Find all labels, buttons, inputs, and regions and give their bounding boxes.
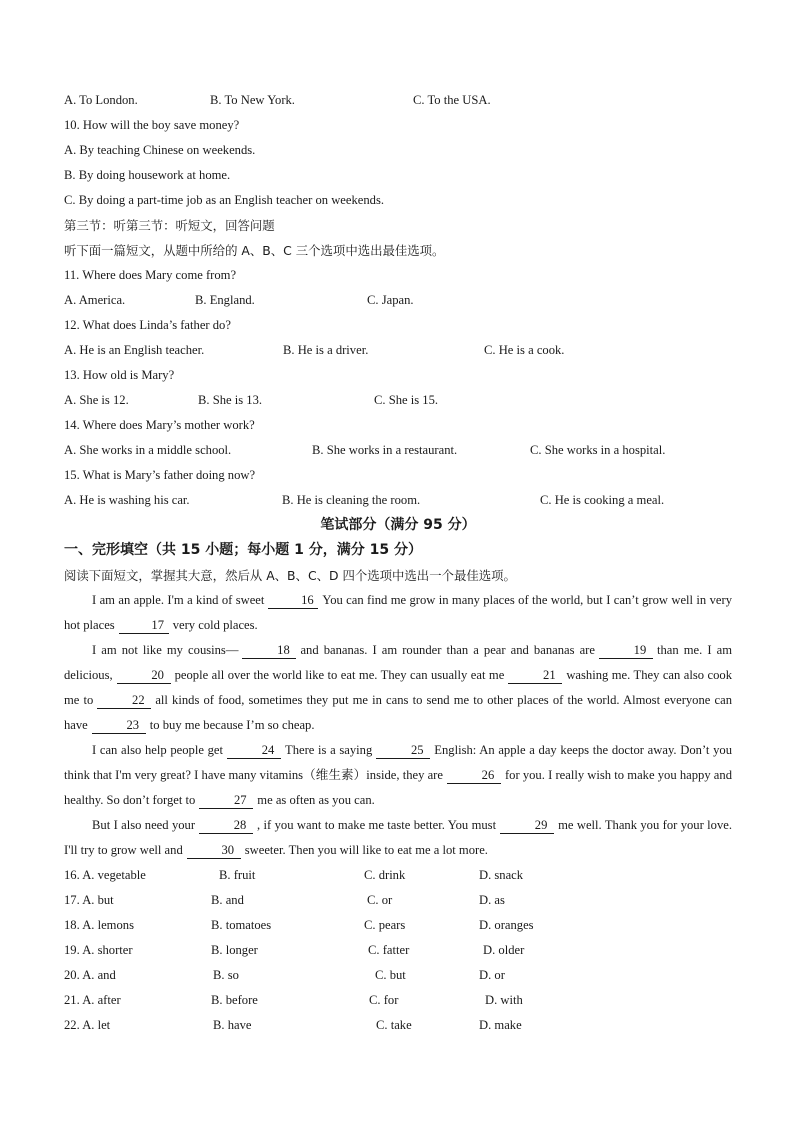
blank-24[interactable]: 24	[227, 742, 281, 759]
q13-options	[64, 388, 732, 413]
choice-b: B. longer	[211, 943, 258, 957]
choice-b: B. fruit	[219, 868, 256, 882]
option-a: A. He is an English teacher.	[64, 343, 205, 357]
choice-d: D. as	[479, 893, 505, 907]
choice-c: C. drink	[364, 868, 406, 882]
choice-a: 19. A. shorter	[64, 943, 133, 957]
choice-c: C. or	[367, 893, 393, 907]
choice-d: D. make	[479, 1018, 522, 1032]
question-14: 14. Where does Mary’s mother work?	[64, 418, 255, 432]
cloze-paragraph-1: I am an apple. I'm a kind of sweet 16 You can find me grow in many places of the world, but I can’t grow well in very hot places 17 very cold places.	[64, 593, 732, 632]
blank-29[interactable]: 29	[500, 817, 554, 834]
option-a: A. America.	[64, 293, 126, 307]
choice-a: 18. A. lemons	[64, 918, 134, 932]
option-c: C. She is 15.	[374, 393, 439, 407]
choice-row-20	[64, 963, 732, 988]
choice-c: C. take	[376, 1018, 412, 1032]
option-c: C. To the USA.	[413, 93, 491, 107]
q9-options	[64, 88, 732, 113]
blank-26[interactable]: 26	[447, 767, 501, 784]
section-3-instruction: 听下面一篇短文，从题中所给的 A、B、C 三个选项中选出最佳选项。	[64, 243, 445, 258]
choice-d: D. snack	[479, 868, 524, 882]
choice-c: C. pears	[364, 918, 406, 932]
option-b: B. She is 13.	[198, 393, 263, 407]
cloze-paragraph-4: But I also need your 28 , if you want to make me taste better. You must 29 me well. Thank you for your love. I'll try to grow well and 30 sweeter. Then you will like to eat me a lot more.	[64, 818, 732, 857]
option-b: B. He is cleaning the room.	[282, 493, 421, 507]
blank-27[interactable]: 27	[199, 792, 253, 809]
choice-d: D. oranges	[479, 918, 534, 932]
option-a: A. She is 12.	[64, 393, 129, 407]
choice-b: B. have	[213, 1018, 252, 1032]
choice-c: C. fatter	[368, 943, 410, 957]
cloze-section-title: 一、完形填空（共 15 小题；每小题 1 分，满分 15 分）	[64, 542, 422, 558]
blank-20[interactable]: 20	[117, 667, 171, 684]
q10-option-a: A. By teaching Chinese on weekends.	[64, 143, 256, 157]
choice-d: D. with	[485, 993, 523, 1007]
choice-b: B. before	[211, 993, 258, 1007]
choice-c: C. for	[369, 993, 399, 1007]
q10-option-b: B. By doing housework at home.	[64, 168, 231, 182]
cloze-paragraph-3: I can also help people get 24 There is a saying 25 English: An apple a day keeps the doctor away. Don’t you think that I'm very great? I have many vitamins（维生素）inside, they are 26 for you. I really wish to make you happy and healthy. So don’t forget to 27 me as often as you can.	[64, 743, 732, 807]
choice-a: 20. A. and	[64, 968, 116, 982]
blank-22[interactable]: 22	[97, 692, 151, 709]
blank-21[interactable]: 21	[508, 667, 562, 684]
question-13: 13. How old is Mary?	[64, 368, 175, 382]
option-c: C. He is cooking a meal.	[540, 493, 665, 507]
choice-a: 22. A. let	[64, 1018, 111, 1032]
question-15: 15. What is Mary’s father doing now?	[64, 468, 256, 482]
choice-row-22	[64, 1013, 732, 1038]
exam-page	[64, 88, 732, 1038]
q15-options	[64, 488, 732, 513]
choice-row-16	[64, 863, 732, 888]
option-a: A. She works in a middle school.	[64, 443, 232, 457]
choice-c: C. but	[375, 968, 406, 982]
option-c: C. Japan.	[367, 293, 414, 307]
cloze-paragraph-2: I am not like my cousins— 18 and bananas. I am rounder than a pear and bananas are 19 than me. I am delicious, 20 people all over the world like to eat me. They can usually eat me 21 washing me. They can also cook me to 22 all kinds of food, sometimes they put me in cans to send me to other places of the world. Almost everyone can have 23 to buy me because I’m so cheap.	[64, 643, 732, 732]
q11-options	[64, 288, 732, 313]
choice-d: D. or	[479, 968, 505, 982]
question-12: 12. What does Linda’s father do?	[64, 318, 231, 332]
option-c: C. She works in a hospital.	[530, 443, 666, 457]
question-11: 11. Where does Mary come from?	[64, 268, 237, 282]
question-10: 10. How will the boy save money?	[64, 118, 240, 132]
option-b: B. England.	[195, 293, 255, 307]
blank-18[interactable]: 18	[242, 642, 296, 659]
choice-d: D. older	[483, 943, 525, 957]
cloze-instruction: 阅读下面短文，掌握其大意，然后从 A、B、C、D 四个选项中选出一个最佳选项。	[64, 568, 516, 583]
option-b: B. He is a driver.	[283, 343, 369, 357]
blank-16[interactable]: 16	[268, 592, 318, 609]
option-b: B. She works in a restaurant.	[312, 443, 458, 457]
q12-options	[64, 338, 732, 363]
choice-b: B. and	[211, 893, 244, 907]
option-a: A. He is washing his car.	[64, 493, 190, 507]
blank-23[interactable]: 23	[92, 717, 146, 734]
choice-row-19	[64, 938, 732, 963]
choice-a: 16. A. vegetable	[64, 868, 146, 882]
blank-17[interactable]: 17	[119, 617, 169, 634]
choice-b: B. tomatoes	[211, 918, 272, 932]
choice-a: 21. A. after	[64, 993, 121, 1007]
blank-25[interactable]: 25	[376, 742, 430, 759]
section-3-title: 第三节：听第三节：听短文，回答问题	[64, 218, 275, 233]
choice-a: 17. A. but	[64, 893, 114, 907]
option-a: A. To London.	[64, 93, 138, 107]
written-part-title: 笔试部分（满分 95 分）	[320, 517, 476, 533]
choice-b: B. so	[213, 968, 239, 982]
choice-row-17	[64, 888, 732, 913]
blank-28[interactable]: 28	[199, 817, 253, 834]
choice-row-18	[64, 913, 732, 938]
option-b: B. To New York.	[210, 93, 295, 107]
option-c: C. He is a cook.	[484, 343, 565, 357]
choice-row-21	[64, 988, 732, 1013]
q10-option-c: C. By doing a part-time job as an English teacher on weekends.	[64, 193, 385, 207]
blank-30[interactable]: 30	[187, 842, 241, 859]
q14-options	[64, 438, 732, 463]
blank-19[interactable]: 19	[599, 642, 653, 659]
